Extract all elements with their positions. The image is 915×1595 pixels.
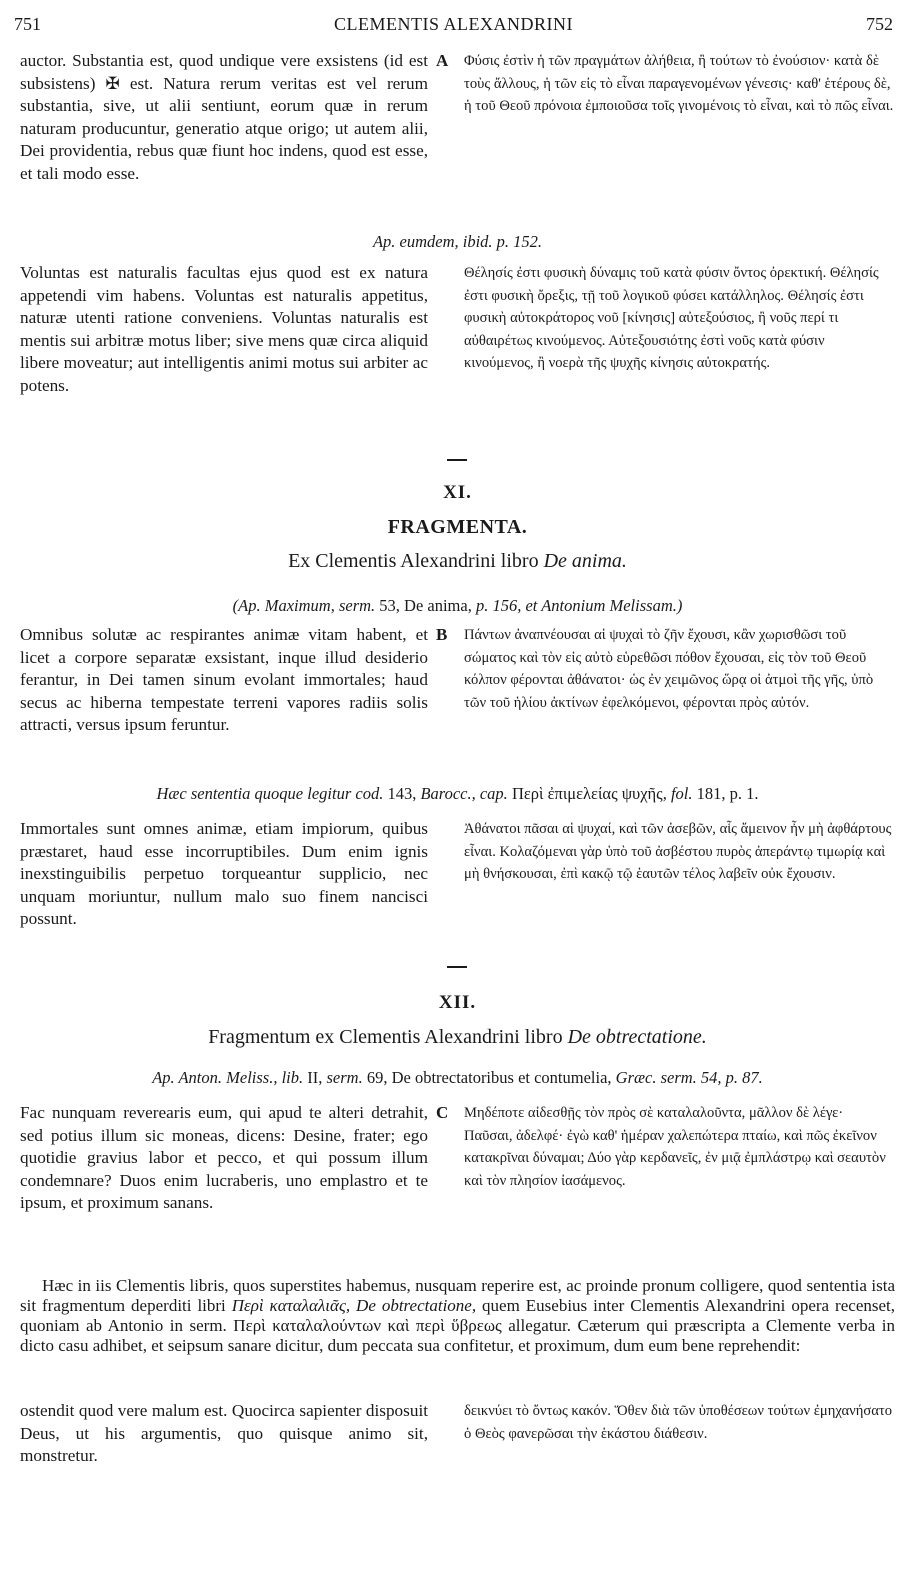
latin-column: Immortales sunt omnes animæ, etiam impiorum, quibus præstaret, haud esse incorruptibiles. Dum enim ignis inexstinguibilis perpetuo torqueantur supplicio, nec unquam moriuntur, nullum malo suo finem nancisci possunt. (20, 819, 428, 929)
cite-part: Hæc sententia quoque legitur cod. (156, 784, 384, 803)
greek-column: Πάντων ἀναπνέουσαι αἱ ψυχαὶ τὸ ζῆν ἔχουσι, κἂν χωρισθῶσι τοῦ σώματος καὶ τὸν εἰς αὐτὸ εὑρεθῶσι πόθον ἔχουσαι, εἰς τὸν τοῦ Θεοῦ κόλπον φέρονται ἀθάνατοι· ὡς ἐν χειμῶνος ὥρᾳ οἱ ἀτμοὶ τῆς γῆς, ὑπὸ τῶν τοῦ ἡλίου ἀκτίνων ἐφελκόμενοι, φέρονται πρὸς αὐτόν. (464, 627, 874, 711)
latin-column: Voluntas est naturalis facultas ejus quod est ex natura appetendi vim habens. Voluntas est naturalis appetitus, naturæ utenti ratione conveniens. Voluntas naturalis est mentis sui arbitræ motus liber; sive mens quæ circa aliquid libere moveatur; aut intelligentis animi motus sui arbiter ac potens. (20, 263, 428, 395)
cite-part: Barocc., cap. (420, 784, 512, 803)
section-numeral-xii: XII. (438, 992, 477, 1013)
greek-column: Θέλησίς ἐστι φυσικὴ δύναμις τοῦ κατὰ φύσιν ὄντος ὀρεκτική. Θέλησίς ἐστι φυσικὴ ὄρεξις, τῇ τοῦ λογικοῦ φύσει κατάλληλος. Θέλησίς ἐστι φυσικὴ αὐτοκράτορος νοῦ [κίνησις] αὐτεξούσιος, ἢ νοῦς περί τι αὐθαιρέτως κινούμενος. Αὐτεξουσιότης ἐστὶ νοῦς κατὰ φύσιν κινούμενος, ἢ νοερὰ τῆς ψυχῆς κίνησις αὐτοκρατής. (464, 265, 879, 372)
cite-part: serm. (326, 1068, 363, 1087)
section-title-fragmenta: FRAGMENTA. (387, 516, 528, 538)
fragment-conclusion-block (20, 1400, 895, 1500)
fragment-animae-block (20, 624, 895, 770)
note-work-title: Περὶ καταλαλιᾶς, De obtrectatione, (231, 1296, 477, 1315)
section-title-de-obtrectatione (0, 1026, 915, 1049)
section-divider (447, 459, 467, 461)
latin-column: auctor. Substantia est, quod undique vere exsistens (id est subsistens) ✠ est. Natura rerum veritas est vel rerum substantia, sive, ut alii sentiunt, eorum quæ in rerum naturam producuntur, generatio atque origo; ut autem alii, Dei providentia, rebus quæ fiunt hoc indens, quod est esse, et tali modo esse. (20, 51, 428, 183)
subtitle-work-title: De anima. (543, 550, 627, 572)
cite-part: 181, p. 1. (696, 784, 759, 803)
cite-part: fol. (666, 784, 697, 803)
greek-column: Φύσις ἐστὶν ἡ τῶν πραγμάτων ἀλήθεια, ἢ τούτων τὸ ἐνούσιον· κατὰ δὲ τοὺς ἄλλους, ἡ τῶν εἰς τὸ εἶναι παραγενομένων γένεσις· καθ' ἑτέρους δὲ, ἡ τοῦ Θεοῦ πρόνοια ἐμποιοῦσα τοῖς γινομένοις τὸ εἶναι, καὶ τὸ πῶς εἶναι. (464, 53, 894, 115)
greek-column: δεικνύει τὸ ὄντως κακόν. Ὅθεν διὰ τῶν ὑποθέσεων τούτων ἐμηχανήσατο ὁ Θεὸς φανερῶσαι τὴν ἑκάστου διάθεσιν. (464, 1403, 893, 1442)
definition-voluntas-block (20, 262, 895, 432)
note-text: quem Eusebius inter Clementis Alexandrini opera recenset, quoniam ab Antonio in serm. Περὶ καταλαλούντων καὶ περὶ ὕβρεως allegatur. Cæterum qui præscripta a Clemente verba in dicto casu adhibet, et seipsum sanare dicitur, dum peccata sua confitetur, et proximum, dum eum bene reprehendit: (20, 1296, 895, 1355)
citation-melissa (20, 1068, 895, 1088)
cite-part: II, (303, 1068, 327, 1087)
section-subtitle-de-anima (0, 550, 915, 573)
latin-column: Omnibus solutæ ac respirantes animæ vitam habent, et licet a corpore separatæ exsistant, inque illud desiderio ferantur, in Dei tamen sinum evolant immortales; haud secus ac hiberna tempestate terreni vapores radiis solis attracti, versus ipsum feruntur. (20, 625, 428, 735)
fragment-obtrectatio-block (20, 1102, 895, 1252)
greek-column: Μηδέποτε αἰδεσθῇς τὸν πρὸς σὲ καταλαλοῦντα, μᾶλλον δὲ λέγε· Παῦσαι, ἀδελφέ· ἐγὼ καθ' ἡμέραν χαλεπώτερα πταίω, καὶ πῶς ἐκεῖνον κατακρῖναι δύναμαι; Δύο γὰρ κερδανεῖς, ἐν μιᾷ ἐμπλάστρῳ καὶ σεαυτὸν καὶ τὸν πλησίον ἰασάμενος. (464, 1105, 886, 1189)
page-number-right: 752 (866, 14, 893, 34)
margin-marker-c: C (436, 1103, 449, 1122)
section-numeral-xi: XI. (443, 482, 472, 503)
cite-part: p. 156, et Antonium Melissam.) (475, 596, 683, 615)
page-header (14, 14, 893, 38)
latin-column: ostendit quod vere malum est. Quocirca sapienter disposuit Deus, ut his argumentis, quo quisque animo sit, monstretur. (20, 1401, 428, 1466)
note-text: Hæc in iis Clementis libris, quos superstites habemus, nusquam reperire est, ac proinde pronum colligere, quod sententia ista sit fragmentum deperditi libri (20, 1276, 895, 1315)
running-title: CLEMENTIS ALEXANDRINI (334, 14, 573, 34)
title-work: De obtrectatione. (567, 1026, 707, 1048)
editorial-note (20, 1276, 895, 1356)
subtitle-text: Ex Clementis Alexandrini libro (288, 550, 544, 572)
citation-maximum (20, 596, 895, 616)
citation-eumdem: Ap. eumdem, ibid. p. 152. (372, 232, 543, 251)
page-number-left: 751 (14, 14, 41, 34)
cite-part: Περὶ ἐπιμελείας ψυχῆς, (511, 784, 667, 803)
latin-column: Fac nunquam reverearis eum, qui apud te alteri detrahit, sed potius illum sic moneas, dicens: Desine, frater; ego quotidie gravius labor et pecco, et qui possum illum condemnare? Duos enim lucraberis, uno emplastro et te ipsum, et proximum sanans. (20, 1103, 428, 1213)
fragment-immortales-block (20, 818, 895, 938)
cite-part: 143, (383, 784, 421, 803)
title-text: Fragmentum ex Clementis Alexandrini libro (208, 1026, 568, 1048)
cite-part: Ap. Anton. Meliss., lib. (152, 1068, 304, 1087)
greek-column: Ἀθάνατοι πᾶσαι αἱ ψυχαί, καὶ τῶν ἀσεβῶν, αἷς ἄμεινον ἦν μὴ ἀφθάρτους εἶναι. Κολαζόμεναι γὰρ ὑπὸ τοῦ ἀσβέστου πυρὸς ἀπεράντῳ τιμωρίᾳ καὶ μὴ θνήσκουσαι, ἐπὶ κακῷ τῷ ἑαυτῶν τέλος λαβεῖν οὐκ ἔχουσιν. (464, 821, 892, 883)
section-divider (447, 966, 467, 968)
margin-marker-a: A (436, 51, 449, 70)
margin-marker-b: B (436, 625, 448, 644)
cite-part: (Ap. Maximum, serm. (232, 596, 376, 615)
definition-natura-block (20, 50, 895, 220)
cite-part: 53, De anima, (375, 596, 476, 615)
cite-part: 69, De obtrectatoribus et contumelia, (362, 1068, 616, 1087)
cite-part: Græc. serm. 54, p. 87. (615, 1068, 763, 1087)
citation-barocc (20, 784, 895, 804)
